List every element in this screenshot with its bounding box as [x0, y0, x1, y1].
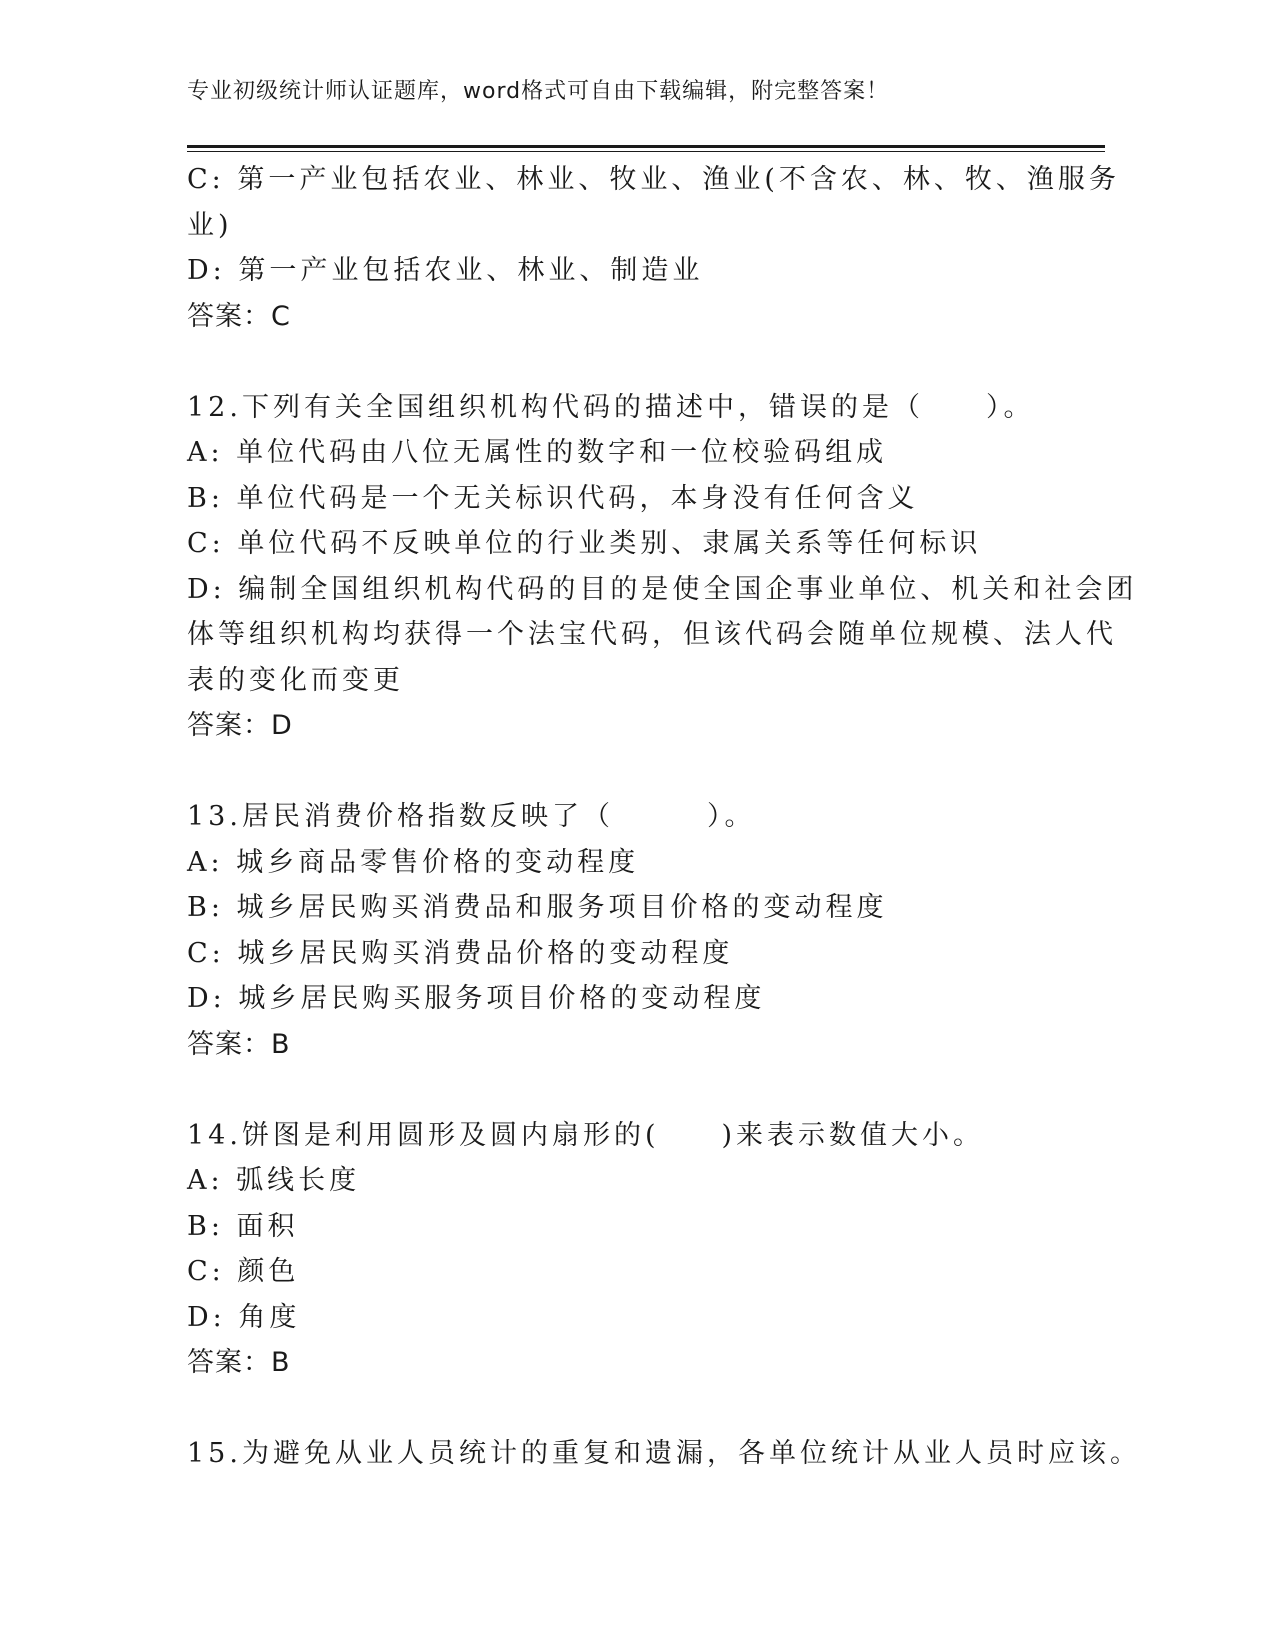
q13-option-c: C: 城乡居民购买消费品价格的变动程度: [187, 937, 734, 969]
page-header: 专业初级统计师认证题库，word格式可自由下载编辑，附完整答案！: [187, 79, 890, 104]
q14-option-c: C: 颜色: [187, 1256, 300, 1287]
q15-question: 15.为避免从业人员统计的重复和遗漏，各单位统计从业人员时应该。: [187, 1438, 1141, 1469]
q11-option-c-cont: 业): [187, 209, 233, 241]
spacer: [187, 1067, 1067, 1113]
q14-answer: 答案：B: [187, 1347, 291, 1378]
q13-question: 13.居民消费价格指数反映了（ ）。: [187, 801, 756, 832]
q14-option-a: A: 弧线长度: [187, 1165, 361, 1196]
q13-option-d: D: 城乡居民购买服务项目价格的变动程度: [187, 983, 766, 1014]
q14-question: 14.饼图是利用圆形及圆内扇形的( )来表示数值大小。: [187, 1119, 985, 1151]
q13-option-b: B: 城乡居民购买消费品和服务项目价格的变动程度: [187, 892, 888, 923]
spacer: [187, 1386, 1067, 1432]
header-rule-thick: [187, 145, 1105, 148]
question-content: [187, 157, 1141, 1477]
q12-option-d: D: 编制全国组织机构代码的目的是使全国企事业单位、机关和社会团: [187, 573, 1138, 605]
q12-option-a: A: 单位代码由八位无属性的数字和一位校验码组成: [187, 437, 888, 468]
q11-option-d: D: 第一产业包括农业、林业、制造业: [187, 255, 704, 286]
q12-option-b: B: 单位代码是一个无关标识代码，本身没有任何含义: [187, 482, 919, 514]
q12-option-c: C: 单位代码不反映单位的行业类别、隶属关系等任何标识: [187, 528, 982, 559]
q14-option-b: B: 面积: [187, 1210, 299, 1242]
spacer: [187, 339, 1067, 385]
q12-question: 12.下列有关全国组织机构代码的描述中，错误的是（ ）。: [187, 391, 1035, 423]
q12-option-d-cont: 体等组织机构均获得一个法宝代码，但该代码会随单位规模、法人代: [187, 619, 1117, 650]
header-rule-thin: [187, 151, 1105, 152]
q12-answer: 答案：D: [187, 710, 293, 741]
q12-option-d-cont2: 表的变化而变更: [187, 664, 404, 696]
q13-answer: 答案：B: [187, 1028, 291, 1060]
spacer: [187, 749, 1067, 795]
q13-option-a: A: 城乡商品零售价格的变动程度: [187, 846, 640, 878]
q11-answer: 答案：C: [187, 300, 291, 332]
q11-option-c: C: 第一产业包括农业、林业、牧业、渔业(不含农、林、牧、渔服务: [187, 164, 1120, 195]
q14-option-d: D: 角度: [187, 1301, 301, 1333]
